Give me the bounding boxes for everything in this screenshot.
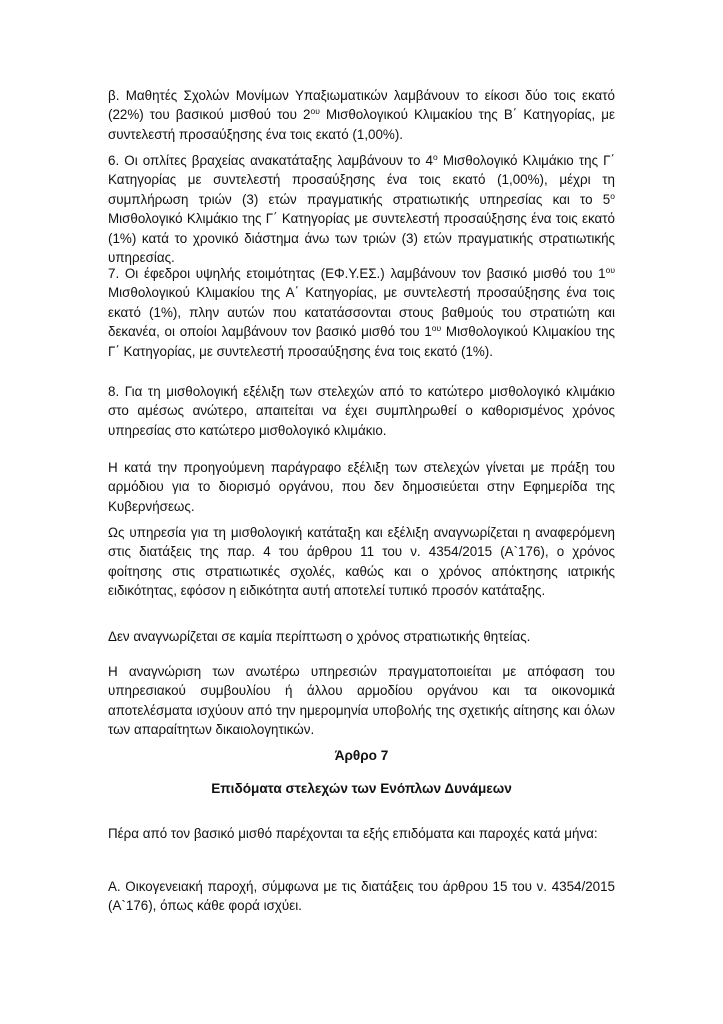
paragraph-8-pay-progression: 8. Για τη μισθολογική εξέλιξη των στελεχών από το κατώτερο μισθολογικό κλιμάκιο στο αμέσως ανώτερο, απαιτείται να έχει συμπληρωθεί ο καθορισμένος χρόνος υπηρεσίας στο κατώτερο μισθολογικό κλιμάκιο. [108, 384, 615, 438]
paragraph-6-short-reenlistment [108, 151, 615, 267]
paragraph-text: 7. Οι έφεδροι υψηλής ετοιμότητας (ΕΦ.Υ.ΕΣ.) λαμβάνουν τον βασικό μισθό του 1 [108, 266, 606, 281]
paragraph-text: Μισθολογικού Κλιμακίου της Α΄ Κατηγορίας, με συντελεστή προσαύξησης ένα τοις εκατό (1%), πλην αυτών που κατατάσσονται στους βαθμούς του στρατιώτη και δεκανέα, οι οποίοι λαμβάνουν τον βασικό μισθό του 1 [108, 285, 615, 340]
paragraph-text: Μισθολογικού Κλιμακίου της Β΄ Κατηγορίας, με συντελεστή προσαύξησης ένα τοις εκατό (1,00%). [108, 107, 615, 142]
paragraph-progression-act: Η κατά την προηγούμενη παράγραφο εξέλιξη των στελεχών γίνεται με πράξη του αρμόδιου για το διορισμό οργάνου, που δεν δημοσιεύεται στην Εφημερίδα της Κυβερνήσεως. [108, 460, 615, 514]
paragraph-7-high-readiness-reservists [108, 264, 615, 361]
paragraph-military-service-exclusion: Δεν αναγνωρίζεται σε καμία περίπτωση ο χρόνος στρατιωτικής θητείας. [108, 629, 531, 644]
paragraph-a-family-benefit: Α. Οικογενειακή παροχή, σύμφωνα με τις διατάξεις του άρθρου 15 του ν. 4354/2015 (Α`176), όπως κάθε φορά ισχύει. [108, 879, 615, 914]
paragraph-recognized-service: Ως υπηρεσία για τη μισθολογική κατάταξη και εξέλιξη αναγνωρίζεται η αναφερόμενη στις διατάξεις της παρ. 4 του άρθρου 11 του ν. 4354/2015 (Α`176), ο χρόνος φοίτησης στις στρατιωτικές σχολές, καθώς και ο χρόνος απόκτησης ιατρικής ειδικότητας, εφόσον η ειδικότητα αυτή αποτελεί τυπικό προσόν κατάταξης. [108, 525, 615, 599]
paragraph-text: β. Μαθητές Σχολών Μονίμων Υπαξιωματικών λαμβάνουν το είκοσι δύο τοις εκατό (22%) του βασικού μισθού του 2 [108, 88, 615, 123]
superscript: ου [310, 106, 320, 117]
superscript: ου [431, 323, 442, 334]
superscript: ο [610, 190, 615, 201]
paragraph-text: 6. Οι οπλίτες βραχείας ανακατάταξης λαμβάνουν το 4 [108, 153, 433, 168]
paragraph-text: Μισθολογικό Κλιμάκιο της Γ΄ Κατηγορίας με συντελεστή προσαύξησης ένα τοις εκατό (1%) κατά το χρονικό διάστημα άνω των τριών (3) ετών πραγματικής στρατιωτικής υπηρεσίας. [108, 211, 615, 266]
paragraph-text: Μισθολογικού Κλιμακίου της Γ΄ Κατηγορίας, με συντελεστή προσαύξησης ένα τοις εκατό (1%). [108, 324, 615, 359]
superscript: ου [605, 265, 615, 275]
article-title-heading: Επιδόματα στελεχών των Ενόπλων Δυνάμεων [211, 781, 512, 796]
paragraph-allowances-intro: Πέρα από τον βασικό μισθό παρέχονται τα εξής επιδόματα και παροχές κατά μήνα: [108, 826, 598, 841]
paragraph-text: Μισθολογικό Κλιμάκιο της Γ΄ Κατηγορίας με συντελεστή προσαύξησης ένα τοις εκατό (1,00%), μέχρι τη συμπλήρωση τριών (3) ετών πραγματικής στρατιωτικής υπηρεσίας και το 5 [108, 153, 615, 207]
superscript: ο [433, 152, 438, 162]
article-number-heading: Άρθρο 7 [334, 748, 389, 763]
paragraph-recognition-decision: Η αναγνώριση των ανωτέρω υπηρεσιών πραγματοποιείται με απόφαση του υπηρεσιακού συμβουλίου ή άλλου αρμοδίου οργάνου και τα οικονομικά αποτελέσματα ισχύουν από την ημερομηνία υποβολής της σχετικής αίτησης και όλων των απαραίτητων δικαιολογητικών. [108, 664, 615, 738]
paragraph-b-trainee-nco-pay [108, 86, 615, 144]
